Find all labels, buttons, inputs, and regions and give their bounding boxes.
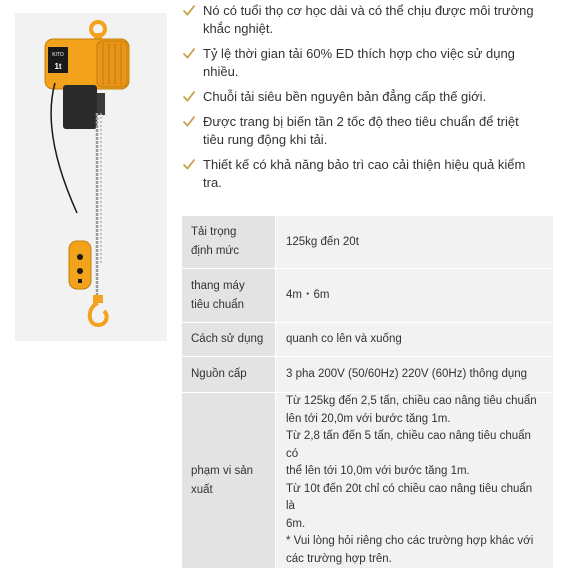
check-icon (182, 4, 196, 17)
spec-row-production-range (182, 393, 553, 569)
spec-label: phạm vi sản xuất (182, 393, 276, 569)
feature-text-line: Chuỗi tải siêu bền nguyên bản đẳng cấp thế giới. (203, 89, 487, 104)
product-logo: KITO (52, 52, 64, 58)
product-image (15, 13, 167, 341)
spec-row-standard-lift (182, 269, 553, 323)
spec-value: 3 pha 200V (50/60Hz) 220V (60Hz) thông dụng (276, 357, 554, 393)
spec-label: Cách sử dụng (182, 323, 276, 357)
feature-item (182, 88, 562, 106)
feature-text-line: Tỷ lệ thời gian tải 60% ED thích hợp cho việc sử dụng (203, 46, 515, 61)
feature-text-line: tiêu rung động khi tải. (203, 132, 328, 147)
spec-label: Nguồn cấp (182, 357, 276, 393)
feature-text-line: khắc nghiệt. (203, 21, 274, 36)
spec-value: 4m・6m (276, 269, 554, 323)
feature-item (182, 2, 562, 38)
spec-row-power-supply (182, 357, 553, 393)
spec-label: thang máy tiêu chuẩn (182, 269, 276, 323)
feature-text-line: Được trang bị biến tần 2 tốc độ theo tiêu chuẩn để triệt (203, 114, 519, 129)
feature-item (182, 45, 562, 81)
spec-row-rated-load (182, 216, 553, 269)
feature-item (182, 113, 562, 149)
feature-text-line: Thiết kế có khả năng bảo trì cao cải thiện hiệu quả kiểm (203, 157, 526, 172)
spec-label: Tải trọng định mức (182, 216, 276, 269)
spec-value: Từ 125kg đến 2,5 tấn, chiều cao nâng tiêu chuẩn lên tới 20,0m với bước tăng 1m. Từ 2,8 tấn đến 5 tấn, chiều cao nâng tiêu chuẩn có thể lên tới 10,0m với bước tăng 1m. Từ 10t đến 20t chỉ có chiều cao nâng tiêu chuẩn là 6m. * Vui lòng hỏi riêng cho các trường hợp khác với các trường hợp trên. (276, 393, 554, 569)
feature-text-line: tra. (203, 175, 222, 190)
spec-value: quanh co lên và xuống (276, 323, 554, 357)
check-icon (182, 115, 196, 128)
check-icon (182, 158, 196, 171)
spec-table (182, 216, 553, 569)
check-icon (182, 47, 196, 60)
product-capacity: 1t (54, 62, 62, 71)
feature-text-line: nhiều. (203, 64, 239, 79)
check-icon (182, 90, 196, 103)
feature-list (182, 2, 562, 199)
feature-text-line: Nó có tuổi thọ cơ học dài và có thể chịu được môi trường (203, 3, 534, 18)
spec-value: 125kg đến 20t (276, 216, 554, 269)
feature-item (182, 156, 562, 192)
spec-row-usage (182, 323, 553, 357)
